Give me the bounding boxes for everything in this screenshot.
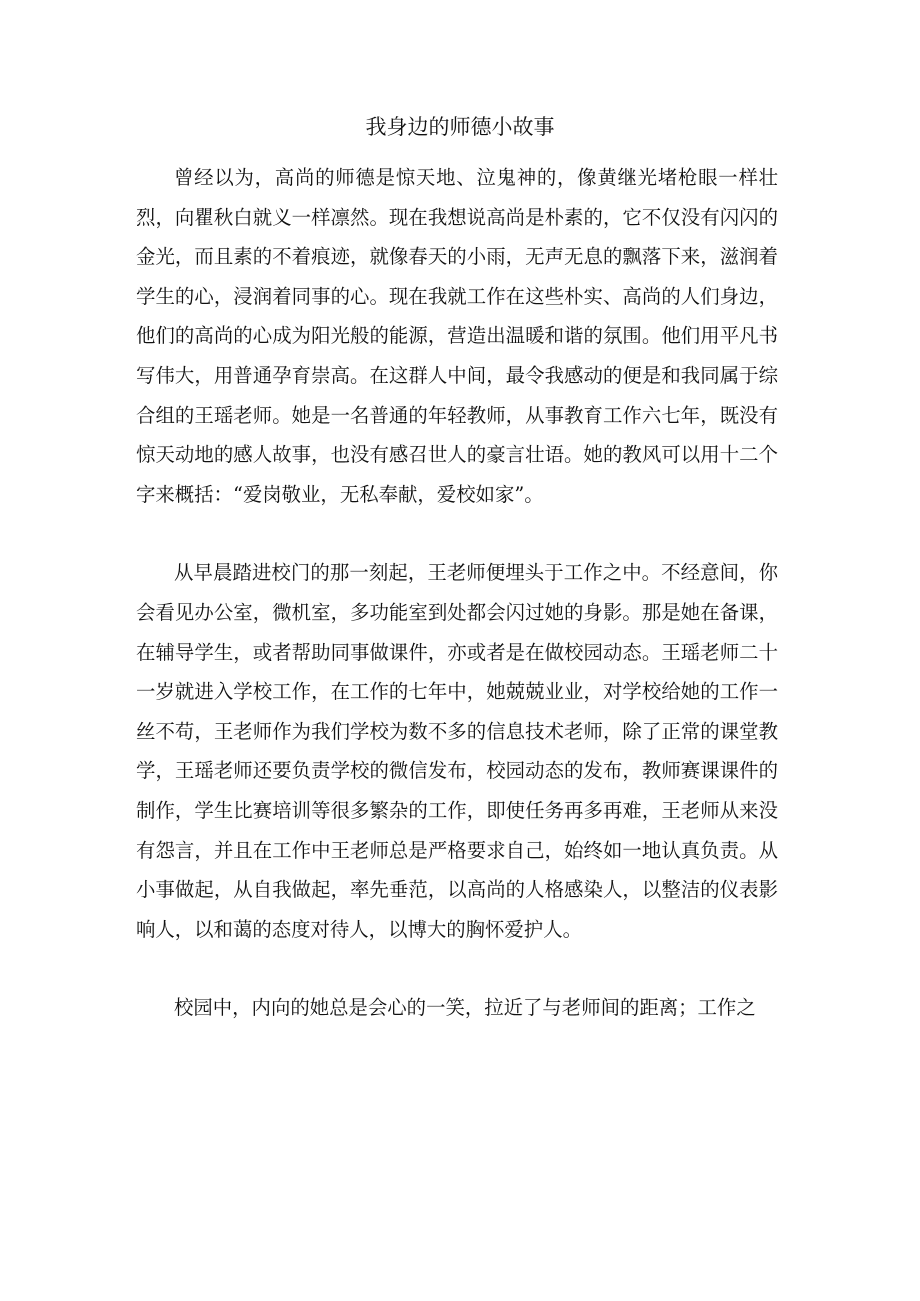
paragraph-1: 曾经以为，高尚的师德是惊天地、泣鬼神的，像黄继光堵枪眼一样壮烈，向瞿秋白就义一样凛然。现在我想说高尚是朴素的，它不仅没有闪闪的金光，而且素的不着痕迹，就像春天的小雨，无声无息的飘落下来，滋润着学生的心，浸润着同事的心。现在我就工作在这些朴实、高尚的人们身边，他们的高尚的心成为阳光般的能源，营造出温暖和谐的氛围。他们用平凡书写伟大，用普通孕育崇高。在这群人中间，最令我感动的便是和我同属于综合组的王瑶老师。她是一名普通的年轻教师，从事教育工作六七年，既没有惊天动地的感人故事，也没有感召世人的豪言壮语。她的教风可以用十二个字来概括：“爱岗敬业，无私奉献，爱校如家”。 — [136, 166, 778, 506]
document-body — [136, 158, 778, 1028]
page-title: 我身边的师德小故事 — [365, 115, 555, 139]
paragraph-3: 校园中，内向的她总是会心的一笑，拉近了与老师间的距离；工作之 — [174, 996, 756, 1020]
paragraph-2: 从早晨踏进校门的那一刻起，王老师便埋头于工作之中。不经意间，你会看见办公室，微机室，多功能室到处都会闪过她的身影。那是她在备课，在辅导学生，或者帮助同事做课件，亦或者是在做校园动态。王瑶老师二十一岁就进入学校工作，在工作的七年中，她兢兢业业，对学校给她的工作一丝不苟，王老师作为我们学校为数不多的信息技术老师，除了正常的课堂教学，王瑶老师还要负责学校的微信发布，校园动态的发布，教师赛课课件的制作，学生比赛培训等很多繁杂的工作，即使任务再多再难，王老师从来没有怨言，并且在工作中王老师总是严格要求自己，始终如一地认真负责。从小事做起，从自我做起，率先垂范，以高尚的人格感染人，以整洁的仪表影响人，以和蔼的态度对待人，以博大的胸怀爱护人。 — [136, 561, 778, 941]
